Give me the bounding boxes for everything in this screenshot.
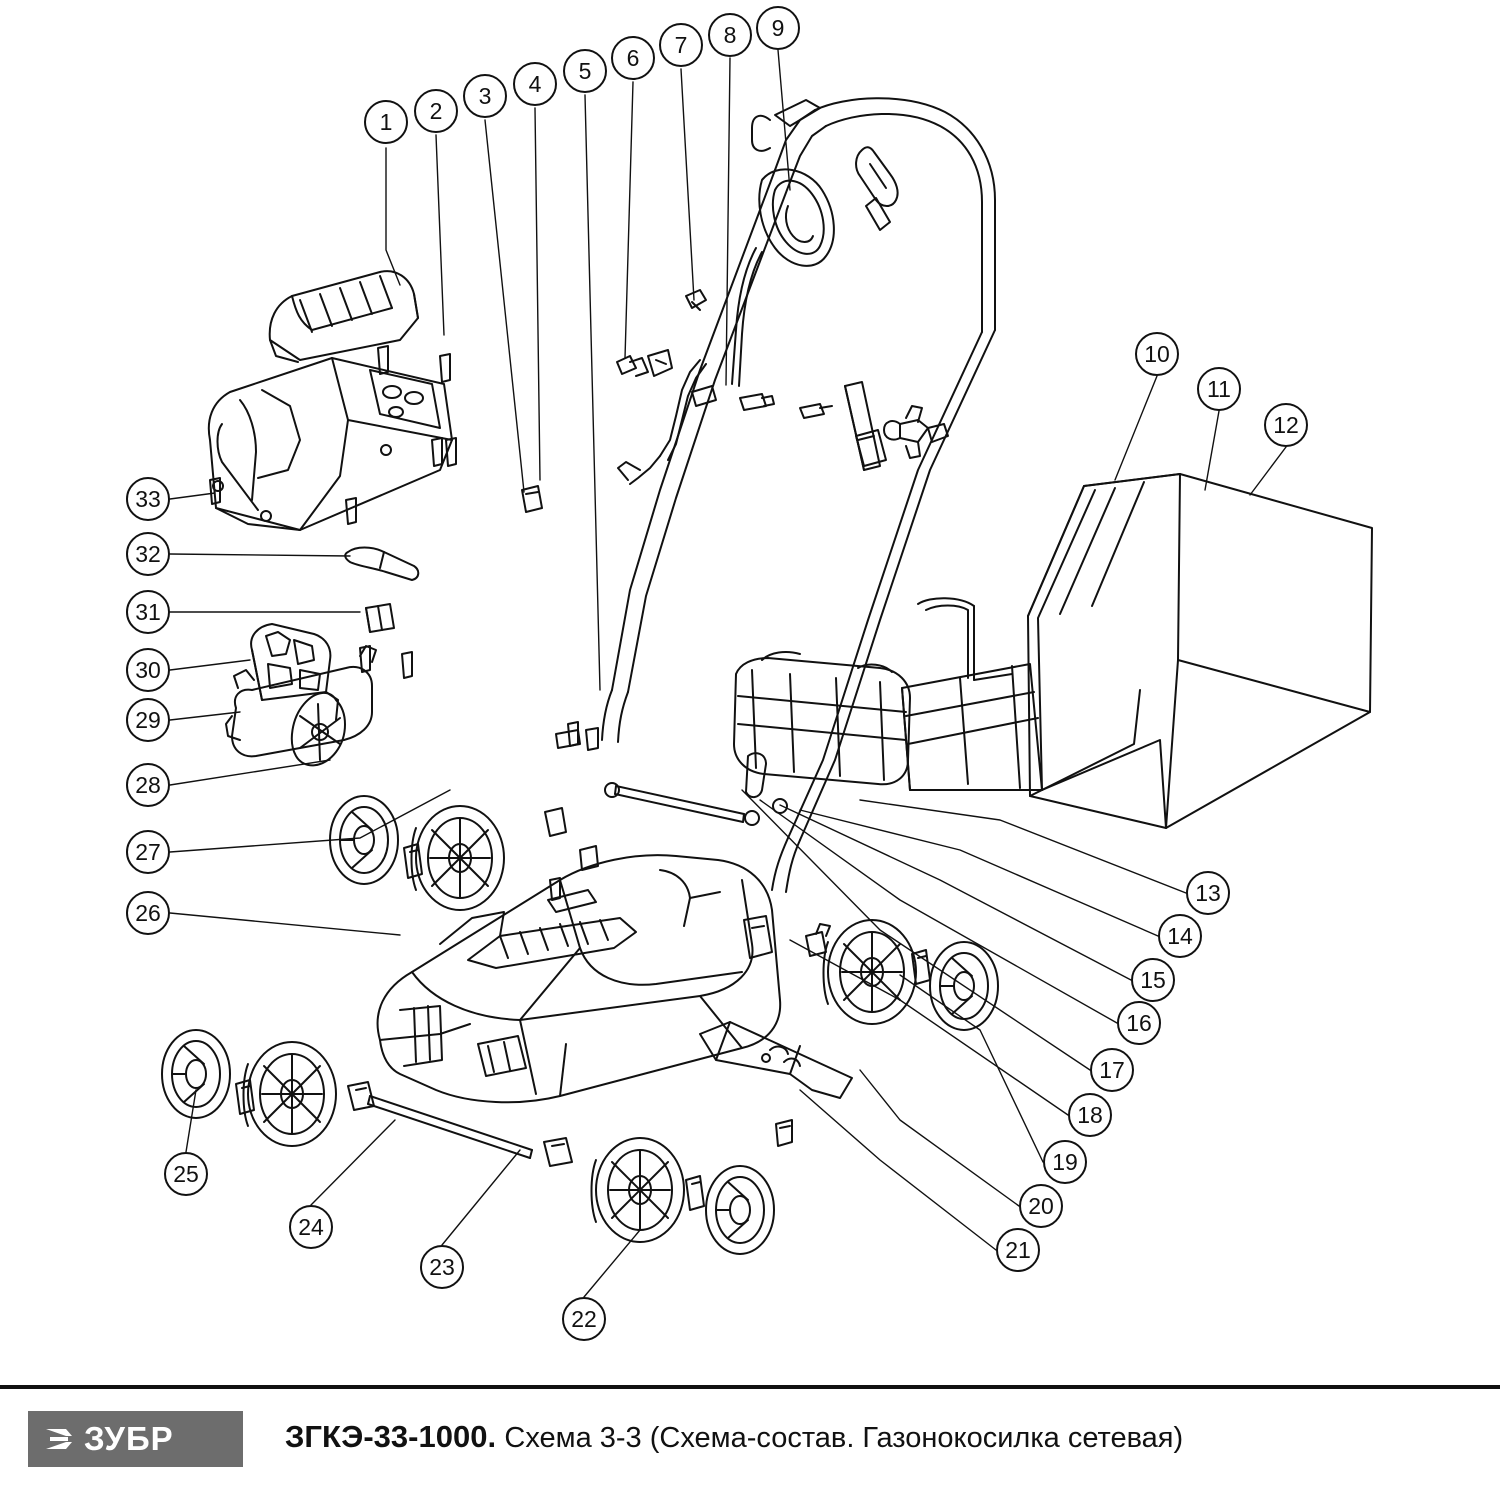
- callout-8[interactable]: 8: [708, 13, 752, 57]
- mower-deck: [378, 855, 781, 1102]
- callout-27[interactable]: 27: [126, 830, 170, 874]
- callout-24[interactable]: 24: [289, 1205, 333, 1249]
- callout-30[interactable]: 30: [126, 648, 170, 692]
- wheel-bottom-small: [706, 1166, 774, 1254]
- motor-housing: [209, 358, 452, 530]
- callout-11[interactable]: 11: [1197, 367, 1241, 411]
- callout-3[interactable]: 3: [463, 74, 507, 118]
- callout-32[interactable]: 32: [126, 532, 170, 576]
- wheel-upper-left-large: [412, 806, 505, 910]
- callout-18[interactable]: 18: [1068, 1093, 1112, 1137]
- small-switch-block: [366, 604, 394, 632]
- leader-lines: [170, 50, 1286, 1297]
- callout-19[interactable]: 19: [1043, 1140, 1087, 1184]
- footer-caption: [285, 1419, 1183, 1455]
- callout-26[interactable]: 26: [126, 891, 170, 935]
- footer-bar: [0, 1385, 1500, 1500]
- callout-29[interactable]: 29: [126, 698, 170, 742]
- motor-cover: [270, 271, 418, 362]
- cable-clip: [345, 548, 418, 581]
- grass-bag-frame: [902, 598, 1042, 790]
- wheel-right-large: [824, 920, 917, 1024]
- callout-9[interactable]: 9: [756, 6, 800, 50]
- model-code: ЗГКЭ-33-1000.: [285, 1419, 497, 1454]
- handle-tube-piece: [856, 430, 886, 466]
- callout-20[interactable]: 20: [1019, 1184, 1063, 1228]
- handle-bar: [602, 98, 995, 892]
- zubr-arrow-icon: [42, 1424, 74, 1454]
- brand-logo: [28, 1411, 243, 1467]
- callout-21[interactable]: 21: [996, 1228, 1040, 1272]
- callout-25[interactable]: 25: [164, 1152, 208, 1196]
- callout-1[interactable]: 1: [364, 100, 408, 144]
- wheel-lower-left-large: [244, 1042, 337, 1146]
- callout-23[interactable]: 23: [420, 1245, 464, 1289]
- motor-assembly: [226, 624, 376, 765]
- callout-10[interactable]: 10: [1135, 332, 1179, 376]
- callout-13[interactable]: 13: [1186, 871, 1230, 915]
- wheel-lower-left-small: [162, 1030, 230, 1118]
- callout-17[interactable]: 17: [1090, 1048, 1134, 1092]
- callout-12[interactable]: 12: [1264, 403, 1308, 447]
- brand-name: ЗУБР: [84, 1420, 174, 1457]
- grass-bag: [1028, 474, 1372, 828]
- callout-22[interactable]: 22: [562, 1297, 606, 1341]
- front-axle-rod: [348, 1082, 572, 1166]
- callout-6[interactable]: 6: [611, 36, 655, 80]
- callout-16[interactable]: 16: [1117, 1001, 1161, 1045]
- wheel-bottom-large: [592, 1138, 685, 1242]
- callout-4[interactable]: 4: [513, 62, 557, 106]
- rear-axle-rod: [605, 753, 787, 825]
- callout-31[interactable]: 31: [126, 590, 170, 634]
- callout-28[interactable]: 28: [126, 763, 170, 807]
- cutting-blade: [700, 1022, 852, 1098]
- callout-33[interactable]: 33: [126, 477, 170, 521]
- callout-14[interactable]: 14: [1158, 914, 1202, 958]
- wheel-upper-left-small: [330, 796, 398, 884]
- wheel-axle-pin-bottom: [686, 1176, 704, 1210]
- callout-2[interactable]: 2: [414, 89, 458, 133]
- blade-bolt: [776, 1120, 792, 1146]
- callout-5[interactable]: 5: [563, 49, 607, 93]
- housing-screws: [210, 346, 456, 524]
- schema-description: Схема 3-3 (Схема-состав. Газонокосилка сетевая): [504, 1422, 1184, 1454]
- callout-15[interactable]: 15: [1131, 958, 1175, 1002]
- handle-fasteners: [522, 290, 832, 512]
- callout-7[interactable]: 7: [659, 23, 703, 67]
